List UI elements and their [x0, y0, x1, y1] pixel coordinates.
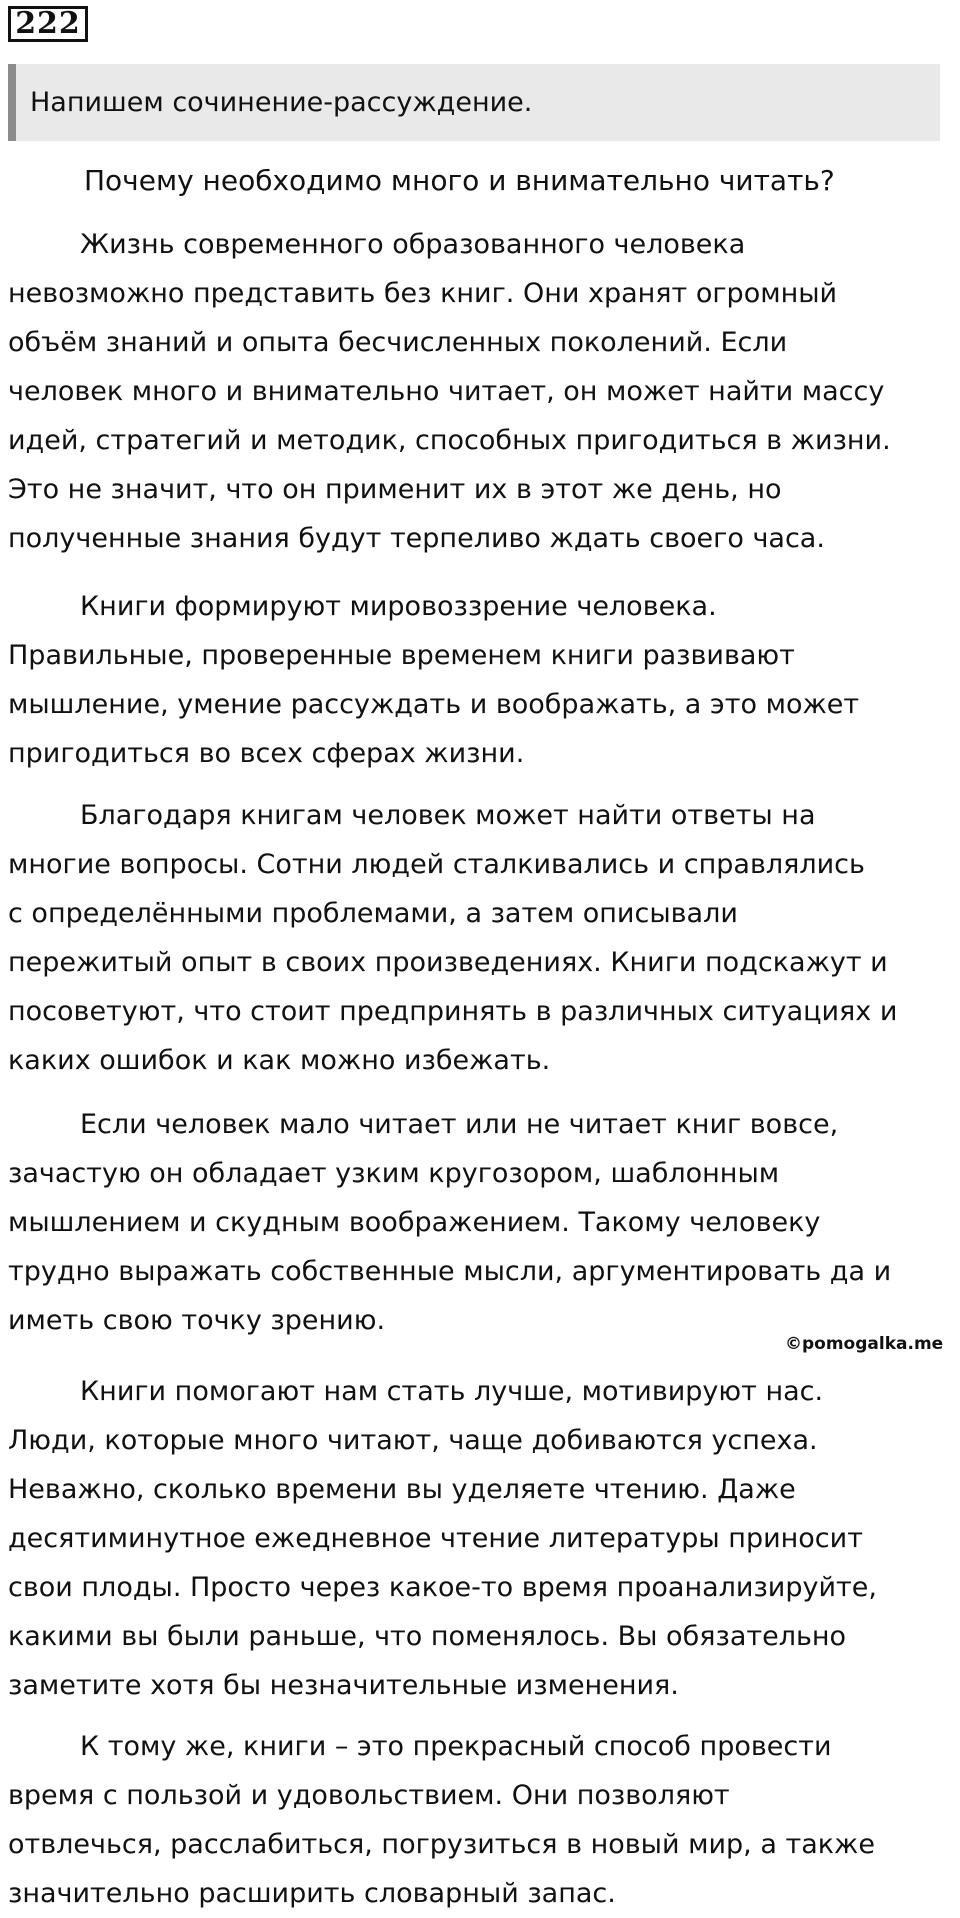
paragraph-line: значительно расширить словарный запас. [8, 1878, 616, 1909]
paragraph [8, 220, 948, 563]
paragraph-line: пригодиться во всех сферах жизни. [8, 738, 525, 769]
paragraph-line: посоветуют, что стоит предпринять в различных ситуациях и [8, 996, 898, 1027]
paragraph [8, 791, 948, 1085]
paragraph-line: заметите хотя бы незначительные изменения. [8, 1670, 679, 1701]
paragraph-line: Благодаря книгам человек может найти ответы на [80, 800, 816, 831]
paragraph-line: отвлечься, расслабиться, погрузиться в новый мир, а также [8, 1829, 875, 1860]
paragraph-line: какими вы были раньше, что поменялось. Вы обязательно [8, 1621, 847, 1652]
paragraph [8, 582, 948, 778]
paragraph [8, 1367, 948, 1710]
paragraph-line: трудно выражать собственные мысли, аргументировать да и [8, 1256, 892, 1287]
paragraph-line: Книги помогают нам стать лучше, мотивируют нас. [80, 1376, 824, 1407]
essay-title: Почему необходимо много и внимательно читать? [84, 164, 835, 197]
paragraph-line: полученные знания будут терпеливо ждать своего часа. [8, 523, 825, 554]
paragraph-line: объём знаний и опыта бесчисленных поколений. Если [8, 327, 788, 358]
paragraph-line: Книги формируют мировоззрение человека. [80, 591, 717, 622]
paragraph-line: зачастую он обладает узким кругозором, шаблонным [8, 1158, 780, 1189]
paragraph-line: Правильные, проверенные временем книги развивают [8, 640, 795, 671]
paragraph-line: Люди, которые много читают, чаще добиваются успеха. [8, 1425, 818, 1456]
paragraph-line: мышление, умение рассуждать и воображать, а это может [8, 689, 860, 720]
task-number: 222 [8, 6, 88, 42]
paragraph-line: невозможно представить без книг. Они хранят огромный [8, 278, 838, 309]
source-watermark: ©pomogalka.me [785, 1334, 944, 1354]
paragraph-line: Это не значит, что он применит их в этот же день, но [8, 474, 782, 505]
paragraph-line: К тому же, книги – это прекрасный способ провести [80, 1731, 832, 1762]
paragraph-line: идей, стратегий и методик, способных пригодиться в жизни. [8, 425, 891, 456]
paragraph-line: пережитый опыт в своих произведениях. Книги подскажут и [8, 947, 888, 978]
paragraph-line: каких ошибок и как можно избежать. [8, 1045, 551, 1076]
paragraph-line: мышлением и скудным воображением. Такому человеку [8, 1207, 821, 1238]
paragraph-line: иметь свою точку зрению. [8, 1305, 386, 1336]
paragraph-line: десятиминутное ежедневное чтение литературы приносит [8, 1523, 863, 1554]
paragraph-line: с определёнными проблемами, а затем описывали [8, 898, 738, 929]
paragraph [8, 1100, 948, 1345]
paragraph-line: человек много и внимательно читает, он может найти массу [8, 376, 885, 407]
paragraph-line: Жизнь современного образованного человека [80, 229, 746, 260]
paragraph-line: многие вопросы. Сотни людей сталкивались и справлялись [8, 849, 865, 880]
paragraph-line: свои плоды. Просто через какое-то время проанализируйте, [8, 1572, 877, 1603]
paragraph-line: Неважно, сколько времени вы уделяете чтению. Даже [8, 1474, 796, 1505]
paragraph-line: время с пользой и удовольствием. Они позволяют [8, 1780, 730, 1811]
paragraph-line: Если человек мало читает или не читает книг вовсе, [80, 1109, 839, 1140]
instruction-banner: Напишем сочинение-рассуждение. [8, 64, 940, 141]
paragraph [8, 1722, 948, 1918]
